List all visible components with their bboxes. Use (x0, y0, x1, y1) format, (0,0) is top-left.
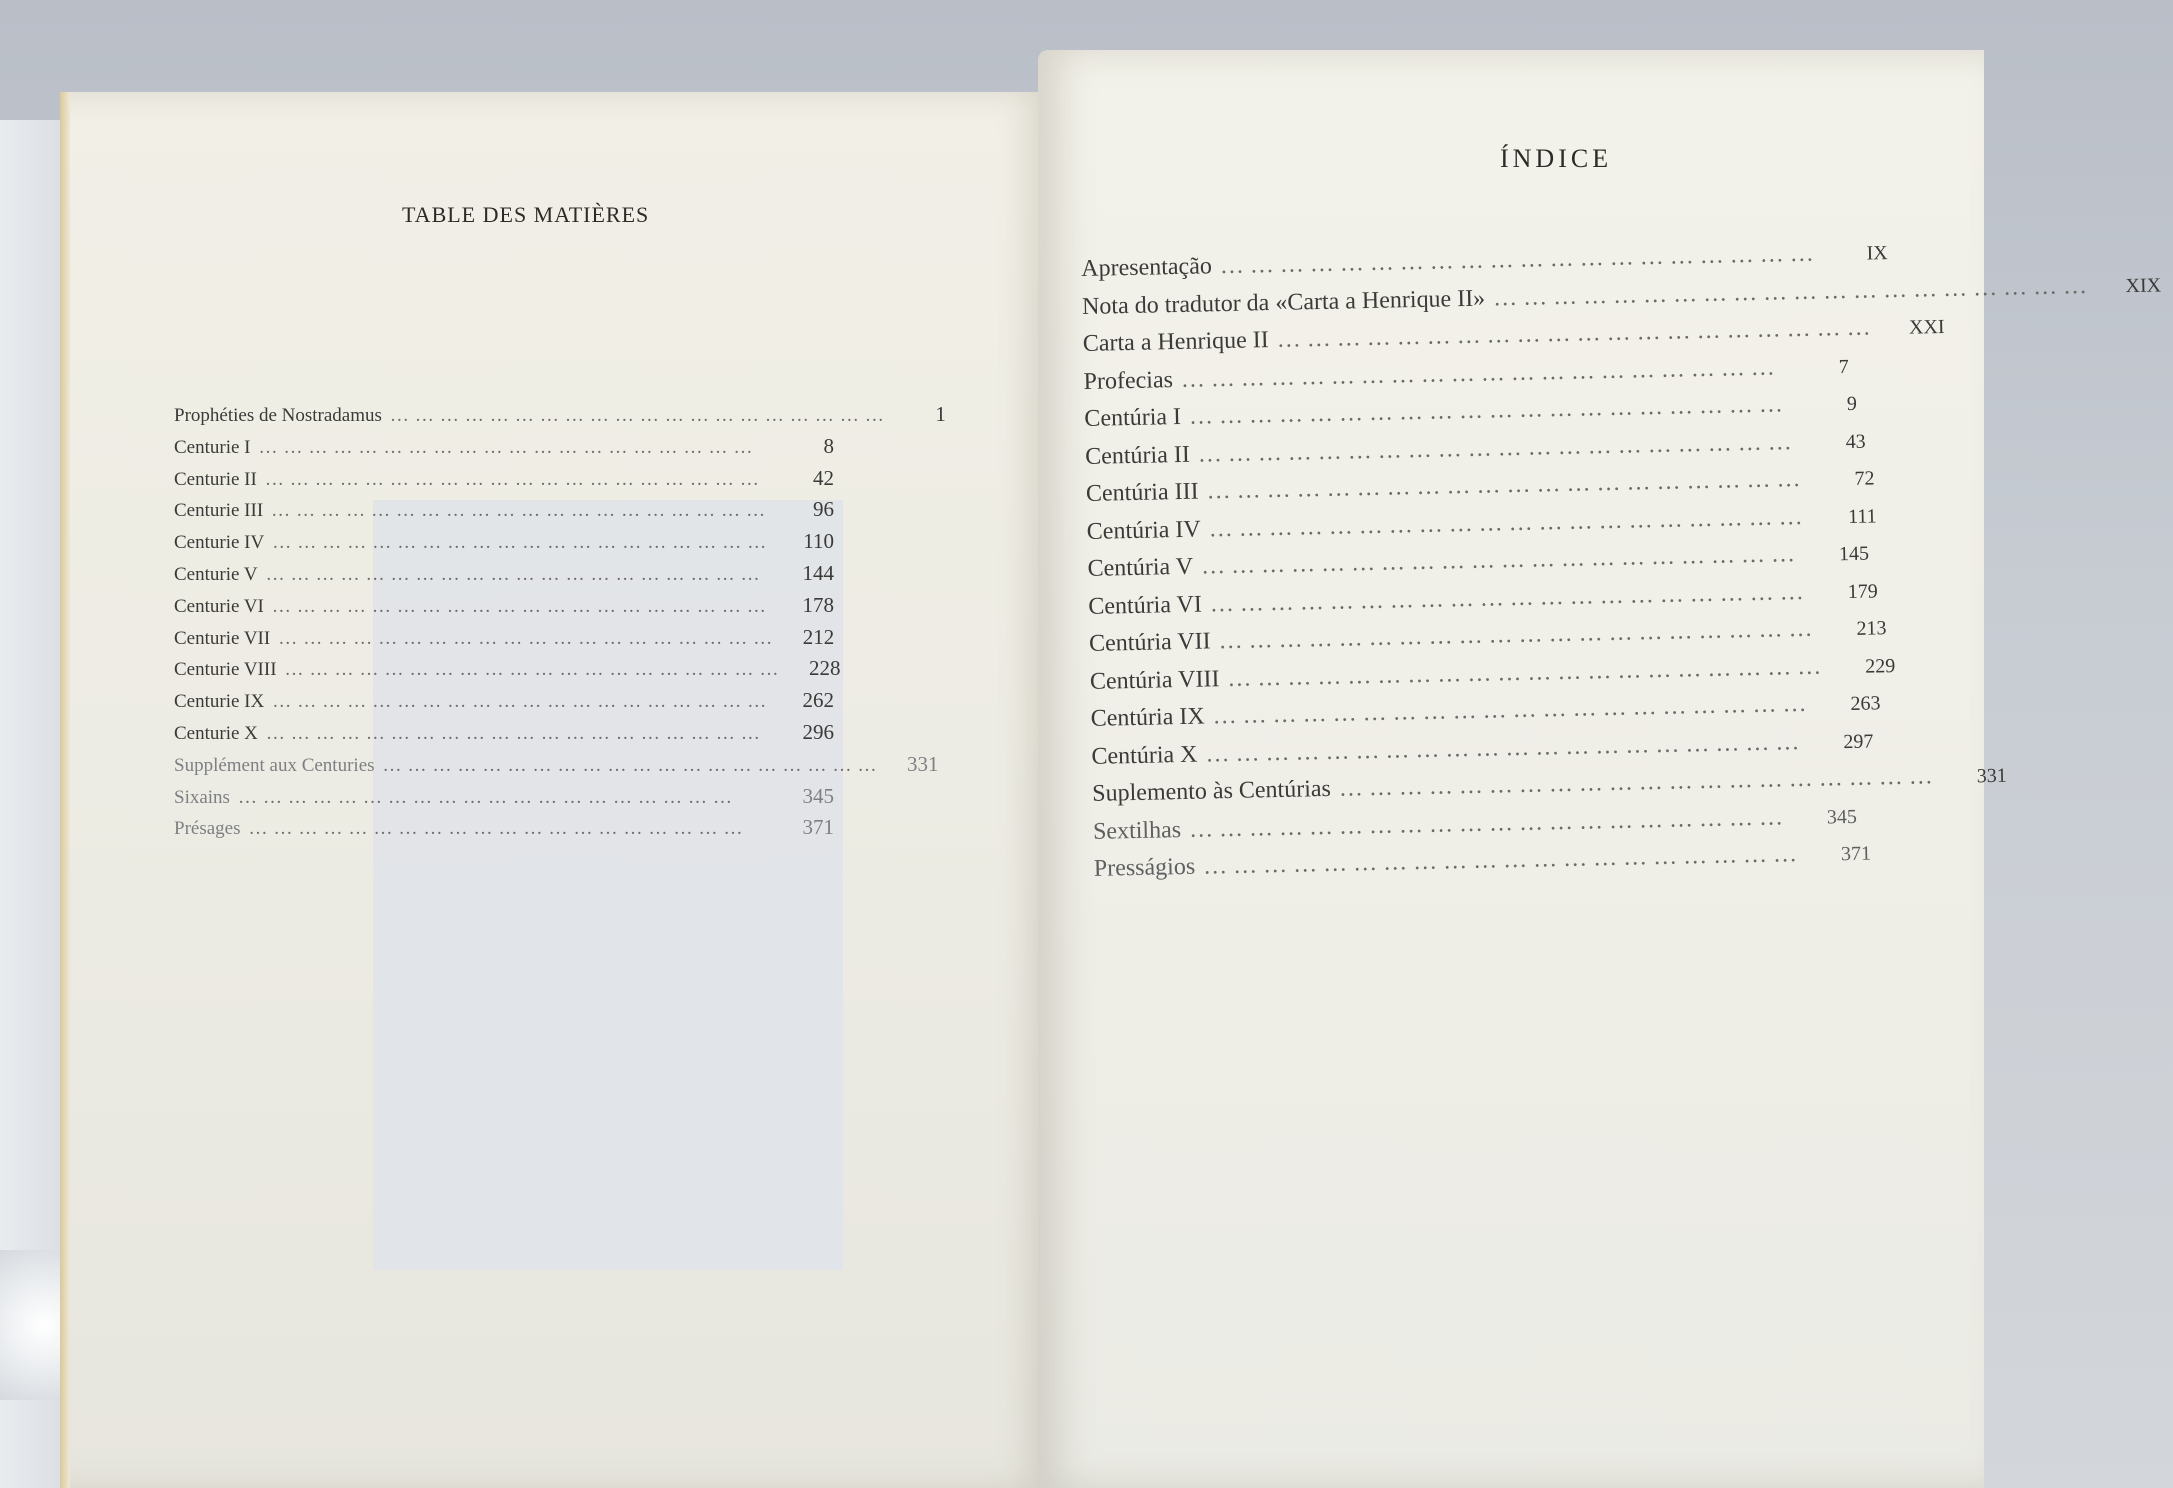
dot-leader: …………………………………………………… (1202, 841, 1804, 880)
toc-entry-label: Supplément aux Centuries (174, 754, 375, 776)
toc-entry-page: 212 (802, 624, 835, 649)
toc-entry (174, 434, 834, 466)
dot-leader: …………………………………………………… (1208, 503, 1809, 542)
toc-entry-label: Centúria VI (1088, 591, 1203, 620)
dot-leader: …………………………………………………… (1212, 690, 1813, 730)
toc-entry-page: 110 (803, 529, 834, 554)
toc-entry (174, 784, 834, 816)
toc-entry (174, 720, 834, 752)
dot-leader: …………………………………………………… (272, 691, 773, 713)
toc-entry-label: Présages (174, 818, 241, 840)
toc-entry-label: Centúria V (1087, 553, 1194, 582)
toc-entry-label: Centurie IV (174, 532, 265, 554)
toc-entry-label: Centúria I (1084, 403, 1182, 432)
toc-entry (174, 466, 834, 498)
toc-entry (174, 561, 834, 593)
dot-leader: …………………………………………………… (265, 722, 766, 744)
toc-entry-label: Carta a Henrique II (1082, 327, 1269, 357)
toc-entry-label: Centurie VI (174, 595, 264, 617)
dot-leader: …………………………………………………… (1209, 578, 1810, 617)
dot-leader: …………………………………………………… (1227, 652, 1828, 692)
toc-entry-label: Centurie VIII (174, 659, 277, 681)
toc-entry-label: Centúria IV (1086, 516, 1201, 545)
dot-leader: …………………………………………………… (1206, 465, 1807, 505)
right-page-heading: ÍNDICE (1500, 144, 1613, 173)
toc-entry-page: 297 (1843, 730, 1874, 753)
toc-entry-page: 178 (802, 592, 834, 617)
dot-leader: …………………………………………………… (1219, 240, 1820, 280)
toc-entry (174, 593, 834, 625)
toc-entry (174, 815, 834, 847)
toc-entry-page: 1 (935, 402, 946, 426)
toc-entry-page: 331 (907, 751, 939, 776)
toc-entry-page: 72 (1854, 467, 1875, 490)
dot-leader: …………………………………………………… (258, 436, 759, 458)
dot-leader: …………………………………………………… (237, 786, 738, 808)
dot-leader: …………………………………………………… (278, 627, 779, 649)
toc-entry-page: 8 (823, 433, 834, 458)
toc-entry-page: 345 (802, 783, 834, 808)
toc-entry-label: Centúria VII (1088, 628, 1211, 657)
right-book-page (1038, 50, 2162, 1488)
dot-leader: …………………………………………………… (1188, 391, 1790, 430)
toc-entry (174, 402, 946, 434)
dot-leader: …………………………………………………… (1197, 428, 1798, 468)
toc-entry (174, 688, 834, 720)
toc-entry-label: Centurie X (174, 722, 258, 744)
toc-entry-page: 43 (1845, 430, 1866, 453)
toc-entry-page: 144 (802, 560, 834, 585)
dot-leader: …………………………………………………… (271, 595, 772, 617)
left-page-heading: TABLE DES MATIÈRES (402, 202, 650, 227)
toc-entry-page: 228 (809, 656, 841, 681)
toc-entry-page: 371 (1840, 842, 1872, 866)
toc-entry-label: Prophéties de Nostradamus (174, 405, 382, 426)
toc-entry-page: XXI (1908, 315, 1945, 339)
toc-entry-page: XIX (2125, 273, 2162, 297)
toc-entry-label: Centúria III (1085, 478, 1199, 507)
toc-entry-label: Sixains (174, 786, 230, 808)
toc-entry-page: 9 (1846, 392, 1858, 415)
toc-entry-label: Centurie IX (174, 691, 265, 713)
toc-entry-page: 345 (1826, 805, 1858, 828)
toc-entry-page: IX (1866, 242, 1888, 265)
dot-leader: …………………………………………………… (1205, 728, 1806, 768)
toc-entry-label: Centúria IX (1090, 703, 1205, 732)
toc-entry (174, 497, 834, 529)
dot-leader: …………………………………………………… (272, 532, 773, 554)
left-book-page (60, 92, 1045, 1488)
toc-entry-label: Centurie V (174, 563, 258, 585)
toc-entry-label: Centurie I (174, 436, 251, 458)
dot-leader: …………………………………………………… (1276, 314, 1877, 353)
dot-leader: …………………………………………………… (271, 500, 772, 522)
dot-leader: …………………………………………………… (1180, 353, 1782, 393)
dot-leader: …………………………………………………… (1492, 272, 2094, 311)
toc-entry-page: 296 (802, 719, 834, 744)
dot-leader: …………………………………………………… (1188, 803, 1790, 843)
dot-leader: …………………………………………………… (265, 563, 766, 585)
toc-entry-page: 111 (1847, 504, 1877, 528)
toc-entry-label: Centúria II (1084, 441, 1191, 470)
toc-entry-page: 229 (1865, 654, 1896, 678)
toc-entry (174, 529, 834, 561)
toc-entry-page: 145 (1838, 542, 1870, 566)
toc-entry-page: 96 (813, 497, 834, 522)
dot-leader: …………………………………………………… (1338, 763, 1939, 802)
toc-entry-label: Nota do tradutor da «Carta a Henrique II» (1081, 285, 1486, 320)
toc-entry-page: 42 (813, 465, 834, 490)
toc-entry-page: 263 (1850, 692, 1881, 715)
toc-entry-label: Centurie VII (174, 627, 271, 649)
toc-entry (174, 751, 939, 784)
toc-entry-label: Sextilhas (1092, 816, 1182, 845)
dot-leader: …………………………………………………… (1200, 540, 1802, 580)
toc-entry-label: Centúria VIII (1089, 665, 1220, 695)
dot-leader: …………………………………………………… (389, 405, 890, 426)
page-edge (60, 92, 70, 1488)
toc-entry-label: Presságios (1093, 853, 1196, 882)
toc-entry-label: Suplemento às Centúrias (1091, 775, 1332, 807)
toc-entry (174, 625, 834, 657)
dot-leader: …………………………………………………… (248, 818, 749, 840)
toc-entry-page: 7 (1838, 355, 1850, 378)
toc-entry (174, 656, 841, 688)
dot-leader: …………………………………………………… (284, 659, 785, 681)
dot-leader: …………………………………………………… (264, 468, 765, 490)
toc-entry-label: Centurie II (174, 468, 257, 490)
dot-leader: …………………………………………………… (1218, 615, 1819, 655)
toc-entry-page: 213 (1856, 617, 1887, 640)
toc-entry-label: Centurie III (174, 500, 264, 522)
toc-entry-page: 262 (802, 688, 834, 713)
toc-entry-page: 331 (1976, 764, 2007, 788)
toc-entry-label: Centúria X (1091, 741, 1198, 770)
toc-entry-page: 179 (1847, 579, 1878, 603)
dot-leader: …………………………………………………… (382, 754, 883, 776)
toc-entry-label: Profecias (1083, 366, 1174, 395)
toc-entry-label: Apresentação (1081, 253, 1213, 282)
left-table-of-contents (174, 402, 946, 847)
right-table-of-contents (1081, 240, 2162, 894)
toc-entry-page: 371 (802, 815, 834, 840)
